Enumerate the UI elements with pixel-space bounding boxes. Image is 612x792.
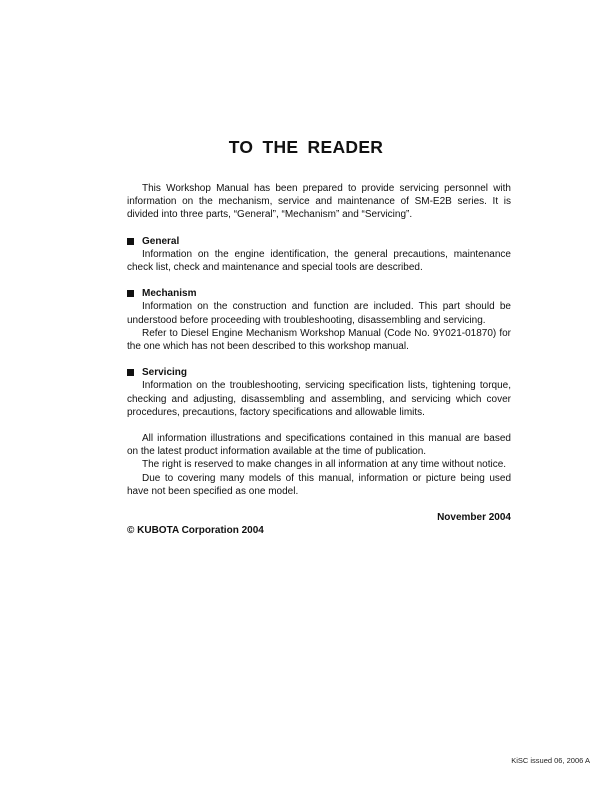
note-paragraph: The right is reserved to make changes in all information at any time without notice. bbox=[142, 459, 507, 471]
square-bullet-icon bbox=[127, 290, 134, 297]
page-title: TO THE READER bbox=[228, 137, 384, 157]
document-body bbox=[127, 182, 511, 537]
copyright-notice: © KUBOTA Corporation 2004 bbox=[127, 525, 264, 537]
note-paragraph: Due to covering many models of this manual, information or picture being used have not been specified as one model. bbox=[127, 472, 511, 497]
section-mechanism bbox=[127, 287, 511, 353]
square-bullet-icon bbox=[127, 369, 134, 376]
issue-footer: KiSC issued 06, 2006 A bbox=[511, 756, 590, 765]
section-heading: General bbox=[142, 235, 180, 247]
section-paragraph: Information on the engine identification, the general precautions, maintenance check list, check and maintenance and special tools are described. bbox=[127, 248, 511, 274]
intro-paragraph: This Workshop Manual has been prepared to provide servicing personnel with information on the mechanism, service and maintenance of SM-E2B series. It is divided into three parts, “General”, “Mechanism” and “Servicing”. bbox=[127, 183, 511, 221]
section-paragraph: Information on the construction and function are included. This part should be understood before proceeding with troubleshooting, disassembling and servicing. bbox=[127, 301, 511, 326]
section-paragraph: Information on the troubleshooting, servicing specification lists, tightening torque, checking and adjusting, disassembling and assembling, and servicing which cover procedures, precautions, factory specifications and allowable limits. bbox=[127, 380, 511, 418]
section-heading: Mechanism bbox=[142, 288, 197, 300]
note-paragraph: All information illustrations and specifications contained in this manual are based on the latest product information available at the time of publication. bbox=[127, 433, 511, 458]
section-heading: Servicing bbox=[142, 367, 188, 379]
section-paragraph: Refer to Diesel Engine Mechanism Workshop Manual (Code No. 9Y021-01870) for the one which has not been described to this workshop manual. bbox=[127, 327, 511, 353]
publication-date: November 2004 bbox=[437, 512, 511, 524]
section-general bbox=[127, 235, 511, 275]
square-bullet-icon bbox=[127, 238, 134, 245]
notes-block bbox=[127, 432, 511, 498]
section-servicing bbox=[127, 366, 511, 419]
